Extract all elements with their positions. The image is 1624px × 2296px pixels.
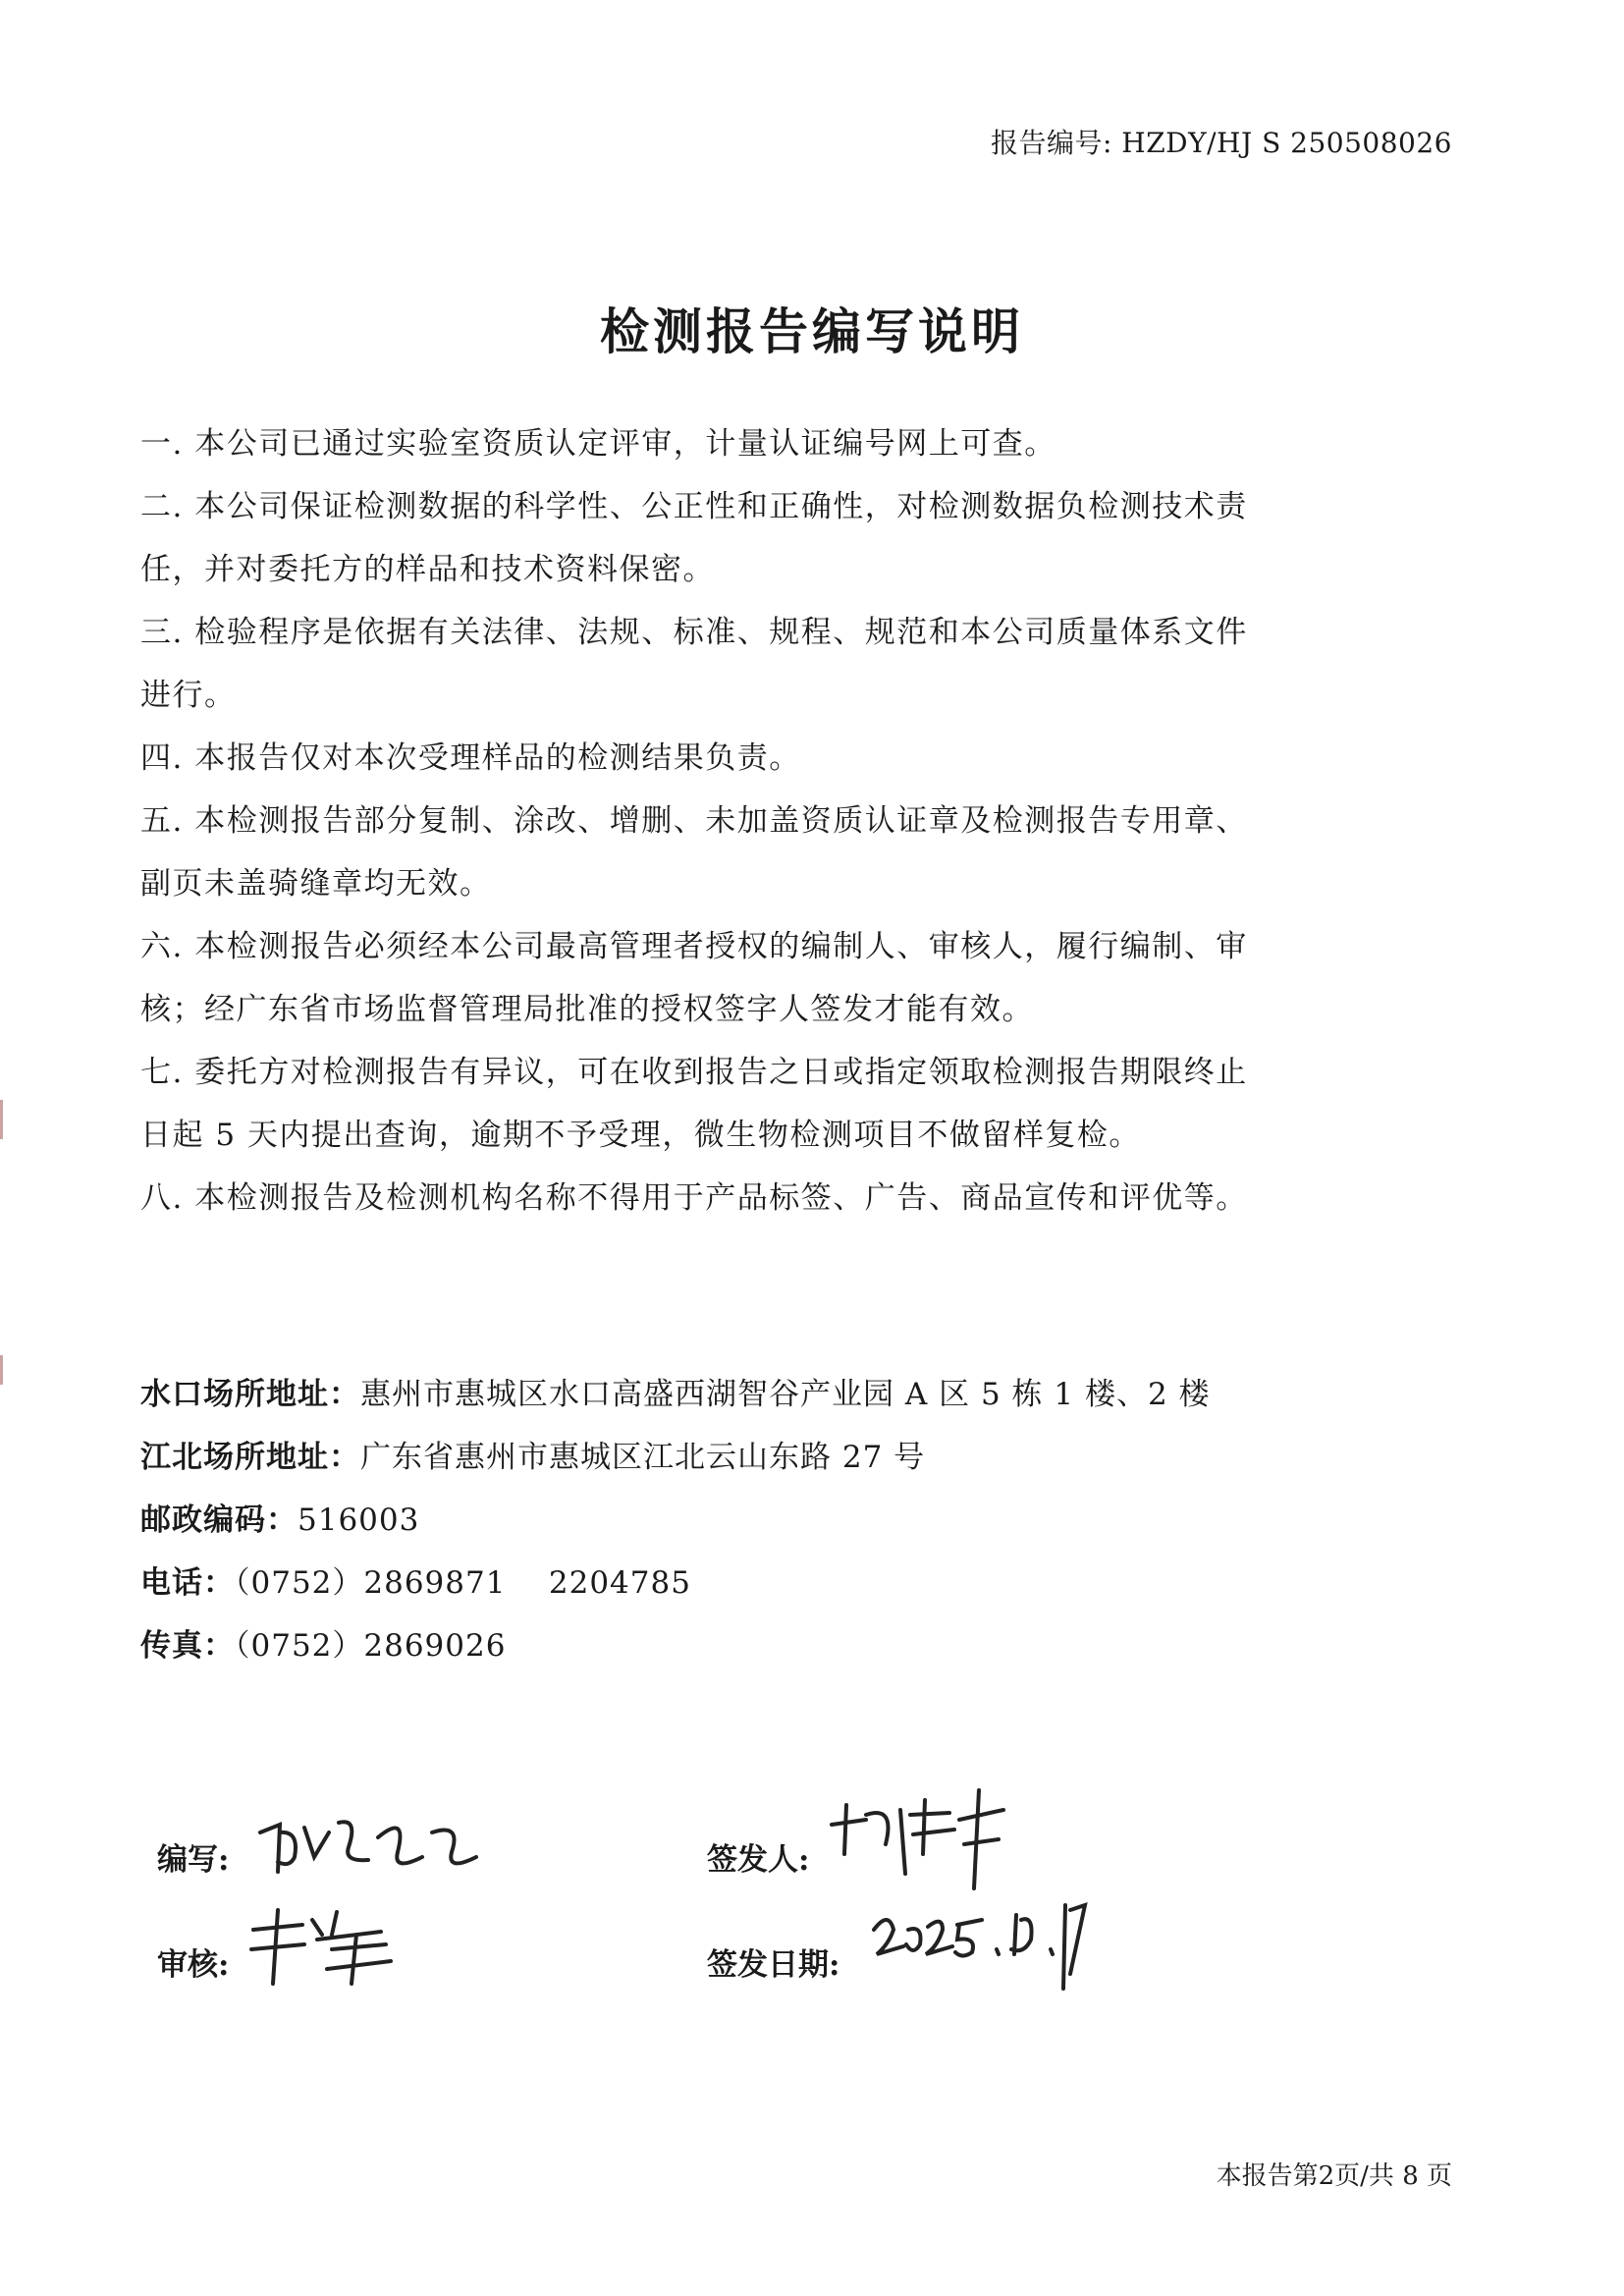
contact-row-postcode xyxy=(140,1489,1319,1552)
contact-value: 516003 xyxy=(298,1503,420,1538)
reviewer-sign-block xyxy=(157,1940,229,1984)
note-item: 八. 本检测报告及检测机构名称不得用于产品标签、广告、商品宣传和评优等。 xyxy=(140,1180,1248,1216)
contact-value: 广东省惠州市惠城区江北云山东路 27 号 xyxy=(360,1440,926,1475)
issuer-sign-block xyxy=(707,1834,809,1879)
note-item: 三. 检验程序是依据有关法律、法规、标准、规程、规范和本公司质量体系文件进行。 xyxy=(140,615,1248,713)
report-number: 报告编号: HZDY/HJ S 250508026 xyxy=(990,127,1452,159)
issuer-label: 签发人: xyxy=(707,1842,810,1878)
page-footer: 本报告第2页/共 8 页 xyxy=(1216,2161,1452,2191)
author-label: 编写: xyxy=(157,1842,230,1878)
contact-label: 传真： xyxy=(140,1628,235,1664)
contact-label: 水口场所地址： xyxy=(140,1377,360,1412)
contact-value: （0752）2869871 2204785 xyxy=(235,1565,691,1601)
contact-value: 惠州市惠城区水口高盛西湖智谷产业园 A 区 5 栋 1 楼、2 楼 xyxy=(360,1377,1211,1412)
note-item: 七. 委托方对检测报告有异议，可在收到报告之日或指定领取检测报告期限终止日起 5 天内提出查询，逾期不予受理，微生物检测项目不做留样复检。 xyxy=(140,1055,1248,1153)
scan-edge-mark xyxy=(0,1355,3,1385)
contact-row-shuikou-address xyxy=(140,1363,1319,1426)
issuer-signature xyxy=(827,1785,1013,1901)
note-item: 二. 本公司保证检测数据的科学性、公正性和正确性，对检测数据负检测技术责任，并对委托方的样品和技术资料保密。 xyxy=(140,489,1248,587)
author-signature xyxy=(250,1803,486,1889)
reviewer-label: 审核: xyxy=(157,1947,230,1983)
contact-info xyxy=(140,1363,1319,1677)
reviewer-signature xyxy=(244,1900,401,1996)
contact-label: 江北场所地址： xyxy=(140,1440,360,1475)
notes-list xyxy=(140,412,1255,1230)
issue-date-label: 签发日期: xyxy=(707,1947,840,1983)
author-sign-block xyxy=(157,1834,229,1879)
contact-row-phone xyxy=(140,1552,1319,1614)
scan-edge-mark xyxy=(0,1100,3,1139)
issue-date-handwritten xyxy=(869,1886,1095,2001)
note-item: 四. 本报告仅对本次受理样品的检测结果负责。 xyxy=(140,740,801,776)
issue-date-block xyxy=(707,1940,839,1984)
contact-label: 电话： xyxy=(140,1565,235,1601)
page-title: 检测报告编写说明 xyxy=(600,302,1024,360)
note-item: 五. 本检测报告部分复制、涂改、增删、未加盖资质认证章及检测报告专用章、副页未盖骑缝章均无效。 xyxy=(140,803,1248,902)
note-item: 六. 本检测报告必须经本公司最高管理者授权的编制人、审核人，履行编制、审核；经广东省市场监督管理局批准的授权签字人签发才能有效。 xyxy=(140,929,1248,1027)
contact-row-fax xyxy=(140,1614,1319,1677)
contact-row-jiangbei-address xyxy=(140,1426,1319,1489)
contact-label: 邮政编码： xyxy=(140,1503,298,1538)
contact-value: （0752）2869026 xyxy=(235,1628,507,1664)
note-item: 一. 本公司已通过实验室资质认定评审，计量认证编号网上可查。 xyxy=(140,426,1056,462)
